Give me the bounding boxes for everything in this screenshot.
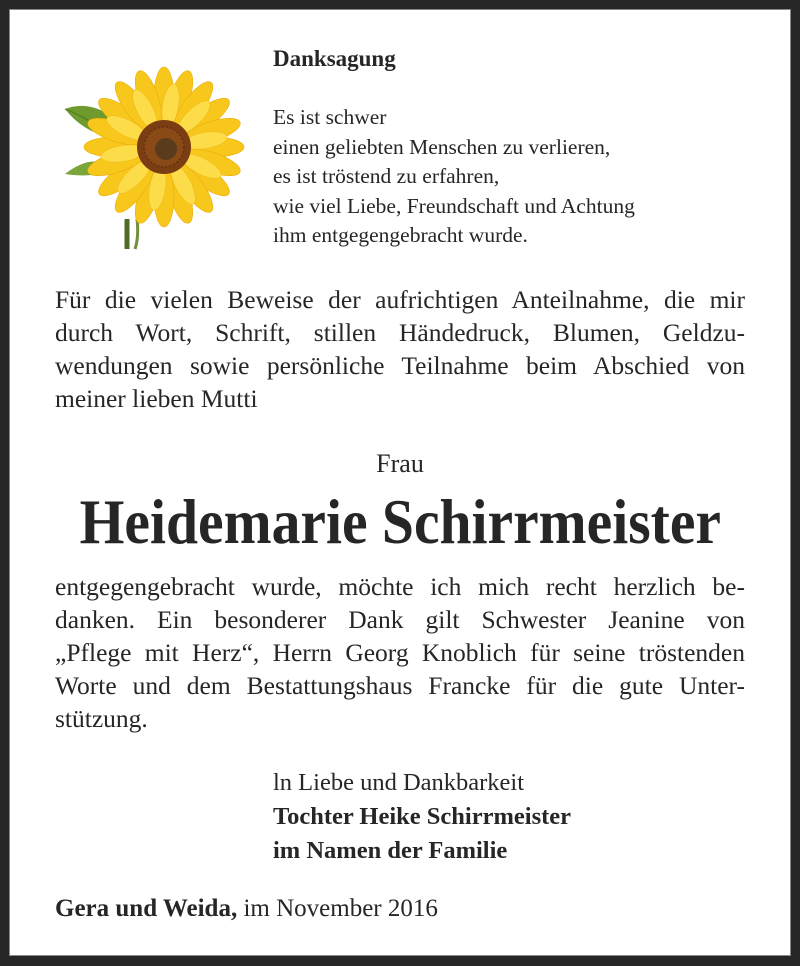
date: im November 2016 <box>237 895 438 922</box>
poem-line: ihm entgegengebracht wurde. <box>273 223 528 247</box>
place-date-line <box>55 893 438 925</box>
signature-block <box>273 766 571 868</box>
poem-line: wie viel Liebe, Freundschaft und Achtung <box>273 193 635 218</box>
on-behalf-line: im Namen der Familie <box>273 837 508 864</box>
poem-line: es ist tröstend zu erfahren, <box>273 164 500 188</box>
deceased-name-text: Heidemarie Schirrmeister <box>79 486 721 557</box>
paragraph-line: wendungen sowie persönliche Teilnahme beim Abschied von <box>55 351 745 380</box>
sunflower-icon <box>57 59 247 254</box>
signer-name: Tochter Heike Schirrmeister <box>273 803 572 830</box>
poem-line: Es ist schwer <box>273 105 387 129</box>
paragraph-line: stützung. <box>55 704 148 733</box>
salutation: Frau <box>376 449 424 478</box>
obituary-notice <box>9 9 791 956</box>
paragraph-line: Für die vielen Beweise der aufrichtigen Anteilnahme, die mir <box>55 285 745 314</box>
thanks-paragraph <box>55 570 745 735</box>
notice-heading: Danksagung <box>273 46 396 71</box>
paragraph-line: danken. Ein besonderer Dank gilt Schwester Jeanine von <box>55 605 745 634</box>
poem-line: einen geliebten Menschen zu verlieren, <box>273 134 611 159</box>
paragraph-line: entgegengebracht wurde, möchte ich mich recht herzlich be- <box>55 572 745 601</box>
paragraph-line: meiner lieben Mutti <box>55 384 258 413</box>
intro-paragraph <box>55 283 745 415</box>
deceased-name <box>9 487 791 557</box>
place: Gera und Weida, <box>55 895 238 922</box>
paragraph-line: durch Wort, Schrift, stillen Händedruck, Blumen, Geldzu- <box>55 318 745 347</box>
closing-line: ln Liebe und Dankbarkeit <box>273 769 525 796</box>
paragraph-line: „Pflege mit Herz“, Herrn Georg Knoblich für seine tröstenden <box>55 638 745 667</box>
paragraph-line: Worte und dem Bestattungshaus Francke für die gute Unter- <box>55 671 745 700</box>
poem <box>273 103 635 251</box>
